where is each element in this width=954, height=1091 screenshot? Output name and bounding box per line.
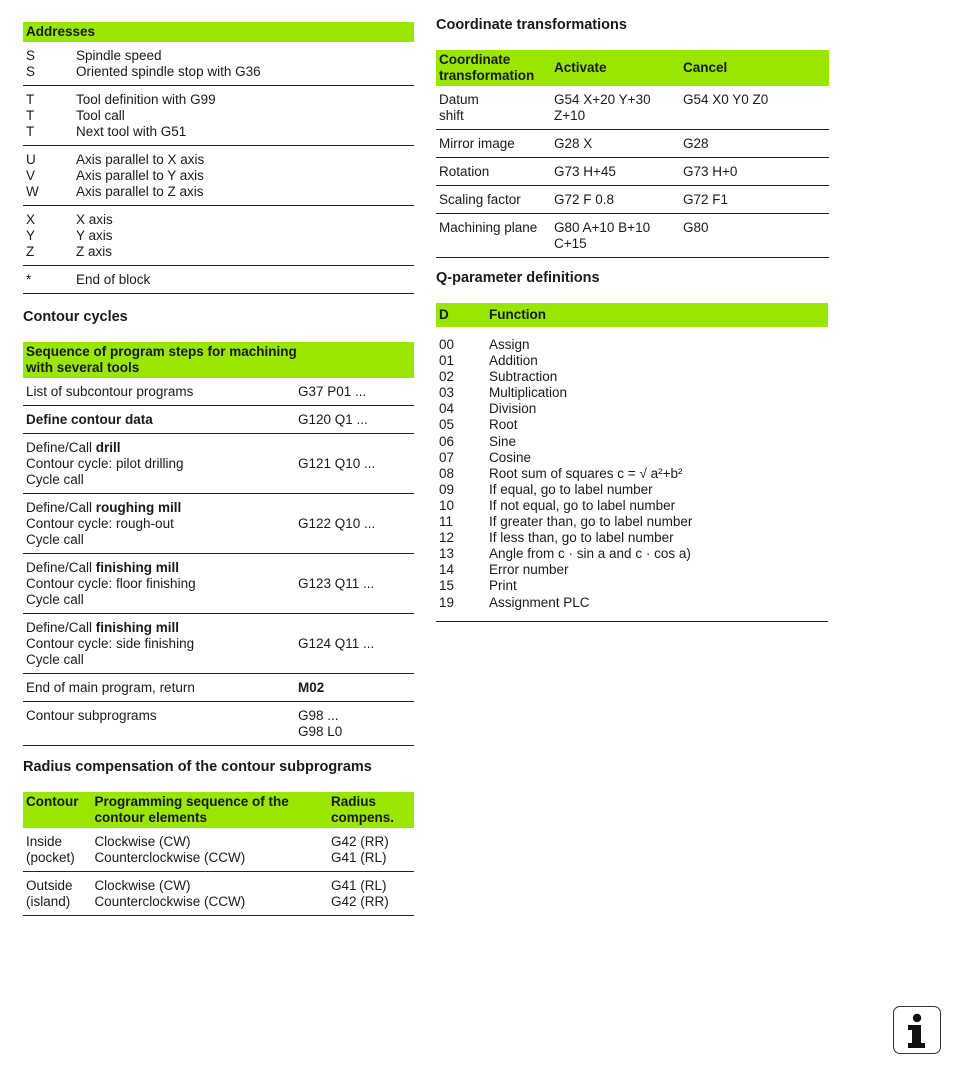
radius-comp-header-contour: Contour bbox=[23, 792, 91, 828]
address-group-row bbox=[23, 42, 414, 86]
step-prefix: End of main program, return bbox=[26, 680, 195, 695]
radius-comp-header-row bbox=[23, 792, 414, 828]
step-prefix: Define/Call bbox=[26, 440, 96, 455]
address-description: Z axis bbox=[76, 244, 113, 259]
coord-transform-row bbox=[436, 214, 829, 258]
address-descriptions bbox=[73, 86, 414, 146]
coord-transform-cancel: G80 bbox=[680, 214, 829, 258]
q-param-function: Multiplication bbox=[489, 385, 568, 401]
radius-comp-header-sequence: Programming sequence of the contour elements bbox=[91, 792, 328, 828]
contour-cycle-step bbox=[23, 614, 295, 674]
q-params-header-d: D bbox=[436, 303, 486, 327]
coord-transform-name: Datum shift bbox=[436, 86, 551, 130]
addresses-header: Addresses bbox=[23, 22, 414, 42]
q-param-row bbox=[439, 530, 825, 546]
q-param-code: 04 bbox=[439, 401, 455, 417]
coord-transform-activate: G73 H+45 bbox=[551, 158, 680, 186]
q-param-row bbox=[439, 514, 825, 530]
contour-cycle-step bbox=[23, 554, 295, 614]
nc-code: G123 Q11 ... bbox=[298, 576, 375, 591]
step-tool: Define contour data bbox=[26, 412, 153, 427]
step-prefix: Define/Call bbox=[26, 500, 96, 515]
nc-code: G120 Q1 ... bbox=[298, 412, 368, 427]
address-description: Y axis bbox=[76, 228, 113, 243]
contour-cycle-row bbox=[23, 614, 414, 674]
coord-transform-header-activate: Activate bbox=[551, 50, 680, 86]
q-params-list bbox=[436, 327, 828, 622]
q-param-row bbox=[439, 353, 825, 369]
address-description: Oriented spindle stop with G36 bbox=[76, 64, 261, 79]
step-tool: drill bbox=[95, 440, 121, 455]
contour-cycle-step-title bbox=[26, 412, 292, 428]
address-letter: S bbox=[26, 64, 36, 79]
q-param-function: If equal, go to label number bbox=[489, 481, 653, 497]
q-param-function: Addition bbox=[489, 353, 538, 369]
contour-cycle-step bbox=[23, 378, 295, 406]
nc-code: G124 Q11 ... bbox=[298, 636, 375, 651]
radius-comp-contour: Inside (pocket) bbox=[23, 828, 91, 872]
q-param-code: 00 bbox=[439, 337, 455, 352]
contour-cycle-code bbox=[295, 614, 414, 674]
contour-cycles-table bbox=[23, 342, 414, 746]
address-description: Axis parallel to Y axis bbox=[76, 168, 204, 183]
contour-cycle-step-title bbox=[26, 500, 292, 516]
coord-transform-name: Scaling factor bbox=[436, 186, 551, 214]
q-param-function: If greater than, go to label number bbox=[489, 514, 693, 530]
contour-cycle-code bbox=[295, 494, 414, 554]
radius-comp-header-compens: Radius compens. bbox=[328, 792, 414, 828]
contour-cycle-code bbox=[295, 378, 414, 406]
q-param-code: 13 bbox=[439, 546, 455, 562]
info-glyph-icon bbox=[894, 1007, 939, 1052]
coord-transform-row bbox=[436, 130, 829, 158]
address-letter: U bbox=[26, 152, 36, 167]
contour-cycle-step-title bbox=[26, 620, 292, 636]
contour-cycles-header: Sequence of program steps for machining with several tools bbox=[23, 342, 414, 378]
coord-transform-activate: G72 F 0.8 bbox=[551, 186, 680, 214]
contour-cycle-step-title bbox=[26, 440, 292, 456]
contour-cycle-step-title bbox=[26, 384, 292, 400]
step-prefix: Contour subprograms bbox=[26, 708, 157, 723]
address-letter: T bbox=[26, 108, 35, 123]
q-param-row bbox=[439, 595, 825, 611]
q-param-function: Root sum of squares c = √ a²+b² bbox=[489, 465, 683, 481]
coord-transform-cancel: G72 F1 bbox=[680, 186, 829, 214]
q-params-header-function: Function bbox=[486, 303, 828, 327]
radius-comp-compens: G41 (RL) G42 (RR) bbox=[328, 872, 414, 916]
radius-comp-sequence: Clockwise (CW) Counterclockwise (CCW) bbox=[91, 872, 328, 916]
q-param-function: Angle from c · sin a and c · cos a) bbox=[489, 546, 691, 562]
contour-cycle-step bbox=[23, 702, 295, 746]
nc-code: G98 ... G98 L0 bbox=[298, 708, 343, 739]
step-prefix: Define/Call bbox=[26, 620, 96, 635]
address-group-row bbox=[23, 266, 414, 294]
contour-cycle-row bbox=[23, 406, 414, 434]
q-param-code: 06 bbox=[439, 433, 455, 449]
contour-cycle-code bbox=[295, 554, 414, 614]
q-param-function: Assign bbox=[489, 337, 530, 352]
q-param-function: Division bbox=[489, 401, 537, 417]
q-param-row bbox=[439, 466, 825, 482]
contour-cycle-row bbox=[23, 378, 414, 406]
radius-comp-row bbox=[23, 872, 414, 916]
contour-cycle-step bbox=[23, 494, 295, 554]
step-details: Contour cycle: pilot drilling Cycle call bbox=[26, 456, 184, 487]
q-param-code: 08 bbox=[439, 465, 455, 481]
contour-cycle-step bbox=[23, 674, 295, 702]
address-description: Tool definition with G99 bbox=[76, 92, 216, 107]
q-param-code: 02 bbox=[439, 369, 455, 385]
coord-transform-activate: G80 A+10 B+10 C+15 bbox=[551, 214, 680, 258]
q-param-code: 19 bbox=[439, 594, 455, 610]
q-param-function: Sine bbox=[489, 433, 517, 449]
address-descriptions bbox=[73, 206, 414, 266]
address-description: X axis bbox=[76, 212, 113, 227]
address-group-row bbox=[23, 146, 414, 206]
contour-cycle-row bbox=[23, 674, 414, 702]
address-group-row bbox=[23, 206, 414, 266]
coord-transform-header-cancel: Cancel bbox=[680, 50, 829, 86]
q-param-function: Cosine bbox=[489, 449, 532, 465]
q-params-title: Q-parameter definitions bbox=[436, 270, 600, 286]
coord-transform-header-transformation: Coordinate transformation bbox=[436, 50, 551, 86]
step-details: Contour cycle: rough-out Cycle call bbox=[26, 516, 174, 547]
q-param-code: 01 bbox=[439, 353, 455, 369]
step-details: Contour cycle: floor finishing Cycle call bbox=[26, 576, 196, 607]
coord-transform-cancel: G73 H+0 bbox=[680, 158, 829, 186]
radius-comp-row bbox=[23, 828, 414, 872]
contour-cycle-row bbox=[23, 554, 414, 614]
q-param-row bbox=[439, 562, 825, 578]
step-tool: finishing mill bbox=[95, 620, 180, 635]
q-param-function: Error number bbox=[489, 562, 569, 578]
q-param-row bbox=[439, 546, 825, 562]
address-letters bbox=[23, 206, 73, 266]
address-description: Axis parallel to Z axis bbox=[76, 184, 204, 199]
address-letters bbox=[23, 266, 73, 294]
addresses-table bbox=[23, 22, 414, 294]
coord-transform-activate: G28 X bbox=[551, 130, 680, 158]
contour-cycles-header-row bbox=[23, 342, 414, 378]
q-params-table bbox=[436, 303, 828, 327]
address-letter: X bbox=[26, 212, 36, 227]
q-param-code: 09 bbox=[439, 481, 455, 497]
address-letters bbox=[23, 86, 73, 146]
q-param-code: 10 bbox=[439, 497, 455, 513]
address-letter: * bbox=[26, 272, 32, 287]
contour-cycle-code bbox=[295, 434, 414, 494]
address-letters bbox=[23, 42, 73, 86]
radius-comp-table bbox=[23, 792, 414, 916]
q-param-code: 12 bbox=[439, 530, 455, 546]
coord-transform-name: Mirror image bbox=[436, 130, 551, 158]
address-letter: T bbox=[26, 92, 35, 107]
step-details: Contour cycle: side finishing Cycle call bbox=[26, 636, 195, 667]
q-param-code: 11 bbox=[439, 514, 454, 530]
address-letter: T bbox=[26, 124, 35, 139]
q-param-code: 05 bbox=[439, 417, 455, 433]
coord-transform-table bbox=[436, 50, 829, 258]
q-param-function: Print bbox=[489, 578, 517, 594]
contour-cycle-step bbox=[23, 406, 295, 434]
address-description: End of block bbox=[76, 272, 151, 287]
q-param-row bbox=[439, 482, 825, 498]
address-descriptions bbox=[73, 42, 414, 86]
addresses-header-row bbox=[23, 22, 414, 42]
coord-transform-header-row bbox=[436, 50, 829, 86]
contour-cycle-step-title bbox=[26, 560, 292, 576]
contour-cycle-code bbox=[295, 702, 414, 746]
q-param-function: Root bbox=[489, 417, 518, 433]
contour-cycle-row bbox=[23, 702, 414, 746]
info-icon[interactable] bbox=[893, 1006, 941, 1054]
address-letter: Y bbox=[26, 228, 36, 243]
q-param-function: Subtraction bbox=[489, 369, 558, 385]
address-letters bbox=[23, 146, 73, 206]
coord-transform-activate: G54 X+20 Y+30 Z+10 bbox=[551, 86, 680, 130]
radius-comp-contour: Outside (island) bbox=[23, 872, 91, 916]
contour-cycle-step-title bbox=[26, 680, 292, 696]
q-param-row bbox=[439, 385, 825, 401]
q-param-code: 15 bbox=[439, 578, 455, 594]
q-param-function: If not equal, go to label number bbox=[489, 497, 676, 513]
address-letter: V bbox=[26, 168, 36, 183]
q-param-row bbox=[439, 498, 825, 514]
contour-cycles-title: Contour cycles bbox=[23, 309, 128, 325]
step-tool: finishing mill bbox=[95, 560, 180, 575]
q-param-row bbox=[439, 578, 825, 594]
nc-code: M02 bbox=[298, 680, 325, 695]
q-param-row bbox=[439, 434, 825, 450]
left-column bbox=[23, 0, 414, 916]
address-description: Spindle speed bbox=[76, 48, 162, 63]
contour-cycle-code bbox=[295, 674, 414, 702]
contour-cycle-row bbox=[23, 434, 414, 494]
address-letter: W bbox=[26, 184, 39, 199]
q-param-row bbox=[439, 417, 825, 433]
radius-comp-sequence: Clockwise (CW) Counterclockwise (CCW) bbox=[91, 828, 328, 872]
coord-transform-name: Rotation bbox=[436, 158, 551, 186]
coord-transform-title: Coordinate transformations bbox=[436, 17, 627, 33]
address-descriptions bbox=[73, 146, 414, 206]
contour-cycle-step bbox=[23, 434, 295, 494]
q-param-row bbox=[439, 369, 825, 385]
address-letter: S bbox=[26, 48, 36, 63]
step-prefix: List of subcontour programs bbox=[26, 384, 194, 399]
radius-comp-compens: G42 (RR) G41 (RL) bbox=[328, 828, 414, 872]
q-param-code: 03 bbox=[439, 385, 455, 401]
coord-transform-row bbox=[436, 186, 829, 214]
coord-transform-cancel: G28 bbox=[680, 130, 829, 158]
contour-cycle-row bbox=[23, 494, 414, 554]
contour-cycle-code bbox=[295, 406, 414, 434]
contour-cycle-step-title bbox=[26, 708, 292, 724]
radius-comp-title: Radius compensation of the contour subprograms bbox=[23, 759, 372, 775]
coord-transform-cancel: G54 X0 Y0 Z0 bbox=[680, 86, 829, 130]
q-param-row bbox=[439, 401, 825, 417]
address-description: Tool call bbox=[76, 108, 125, 123]
step-prefix: Define/Call bbox=[26, 560, 96, 575]
q-param-function: If less than, go to label number bbox=[489, 530, 674, 546]
address-description: Next tool with G51 bbox=[76, 124, 187, 139]
nc-code: G121 Q10 ... bbox=[298, 456, 376, 471]
q-param-code: 07 bbox=[439, 449, 455, 465]
step-tool: roughing mill bbox=[95, 500, 182, 515]
address-group-row bbox=[23, 86, 414, 146]
nc-code: G37 P01 ... bbox=[298, 384, 367, 399]
coord-transform-row bbox=[436, 86, 829, 130]
q-param-function: Assignment PLC bbox=[489, 594, 590, 610]
q-param-code: 14 bbox=[439, 562, 455, 578]
q-param-row bbox=[439, 337, 825, 353]
address-letter: Z bbox=[26, 244, 35, 259]
q-param-row bbox=[439, 450, 825, 466]
coord-transform-row bbox=[436, 158, 829, 186]
nc-code: G122 Q10 ... bbox=[298, 516, 376, 531]
address-descriptions bbox=[73, 266, 414, 294]
coord-transform-name: Machining plane bbox=[436, 214, 551, 258]
address-description: Axis parallel to X axis bbox=[76, 152, 205, 167]
q-params-header-row bbox=[436, 303, 828, 327]
right-column bbox=[436, 0, 829, 622]
